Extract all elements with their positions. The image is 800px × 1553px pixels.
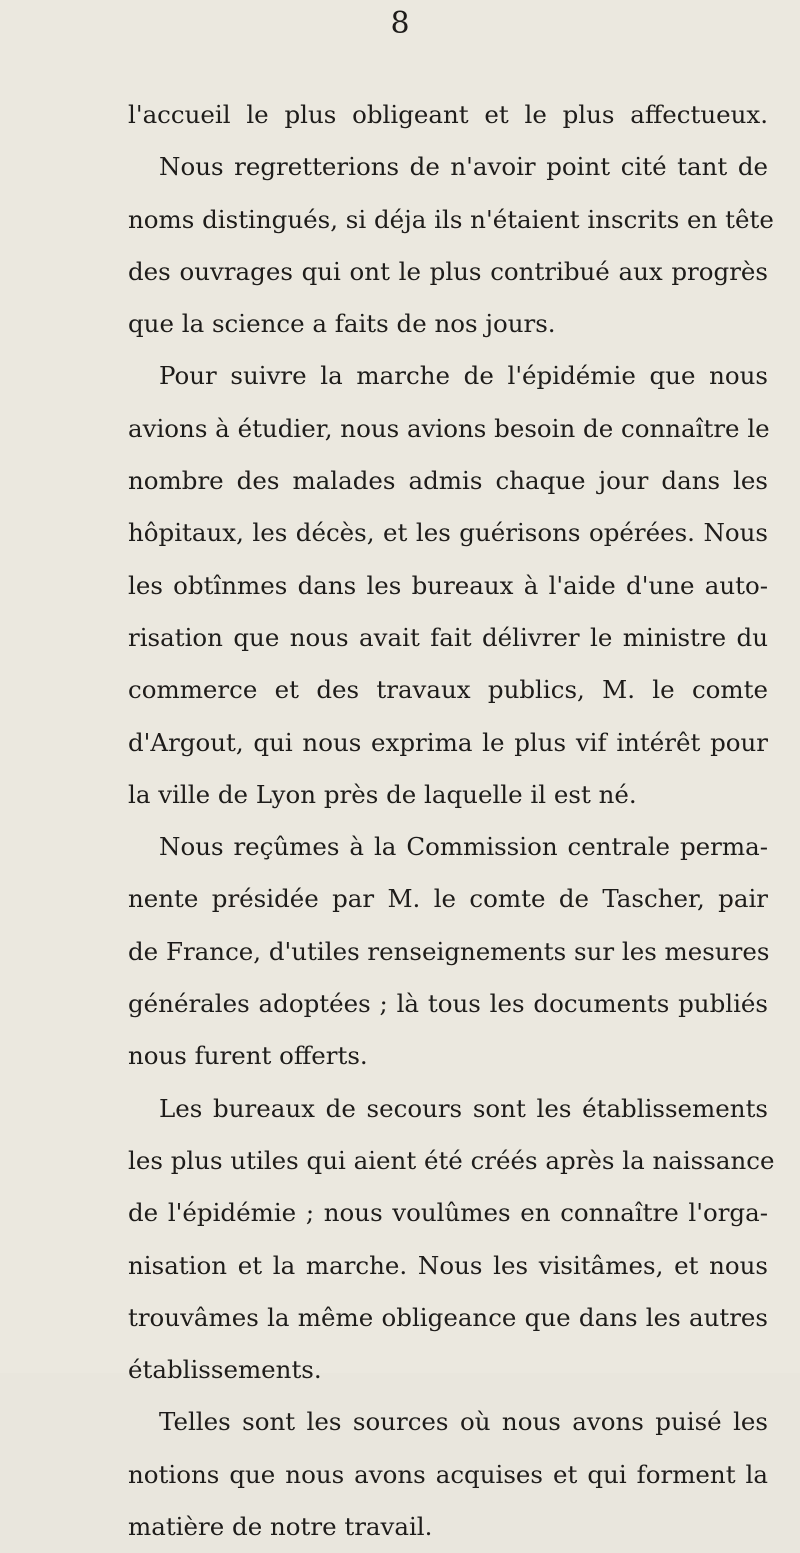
text-line: noms distingués, si déja ils n'étaient inscrits en tête <box>128 204 774 234</box>
text-line: les plus utiles qui aient été créés après la naissance <box>128 1145 775 1175</box>
text-line: la ville de Lyon près de laquelle il est né. <box>128 779 637 809</box>
text-line: Nous reçûmes à la Commission centrale perma- <box>159 832 768 862</box>
text-line: des ouvrages qui ont le plus contribué aux progrès <box>128 256 768 286</box>
text-line: nous furent offerts. <box>128 1041 368 1071</box>
text-line: notions que nous avons acquises et qui forment la <box>128 1459 768 1489</box>
text-line: Pour suivre la marche de l'épidémie que nous <box>159 361 768 391</box>
page-number: 8 <box>390 6 410 41</box>
body-text <box>128 89 775 1553</box>
text-line: les obtînmes dans les bureaux à l'aide d'une auto- <box>128 570 768 600</box>
text-line: de l'épidémie ; nous voulûmes en connaître l'orga- <box>128 1198 768 1228</box>
text-line: établissements. <box>128 1355 322 1385</box>
text-line: Les bureaux de secours sont les établissements <box>159 1093 768 1123</box>
text-line: nombre des malades admis chaque jour dans les <box>128 466 768 496</box>
text-line: l'accueil le plus obligeant et le plus affectueux. <box>128 100 768 129</box>
text-line: nente présidée par M. le comte de Tascher, pair <box>128 884 768 914</box>
text-line: générales adoptées ; là tous les documents publiés <box>128 989 768 1019</box>
text-line: avions à étudier, nous avions besoin de connaître le <box>128 413 770 443</box>
text-line: hôpitaux, les décès, et les guérisons opérées. Nous <box>128 518 768 548</box>
text-line: que la science a faits de nos jours. <box>128 309 556 339</box>
text-line: matière de notre travail. <box>128 1512 433 1542</box>
text-line: trouvâmes la même obligeance que dans les autres <box>128 1302 768 1332</box>
text-line: d'Argout, qui nous exprima le plus vif intérêt pour <box>128 727 768 757</box>
text-line: nisation et la marche. Nous les visitâmes, et nous <box>128 1250 768 1280</box>
text-line: commerce et des travaux publics, M. le comte <box>128 675 768 705</box>
text-line: de France, d'utiles renseignements sur les mesures <box>128 936 770 966</box>
text-line: risation que nous avait fait délivrer le ministre du <box>128 622 768 652</box>
text-line: Nous regretterions de n'avoir point cité tant de <box>159 152 768 182</box>
text-line: Telles sont les sources où nous avons puisé les <box>159 1407 768 1437</box>
